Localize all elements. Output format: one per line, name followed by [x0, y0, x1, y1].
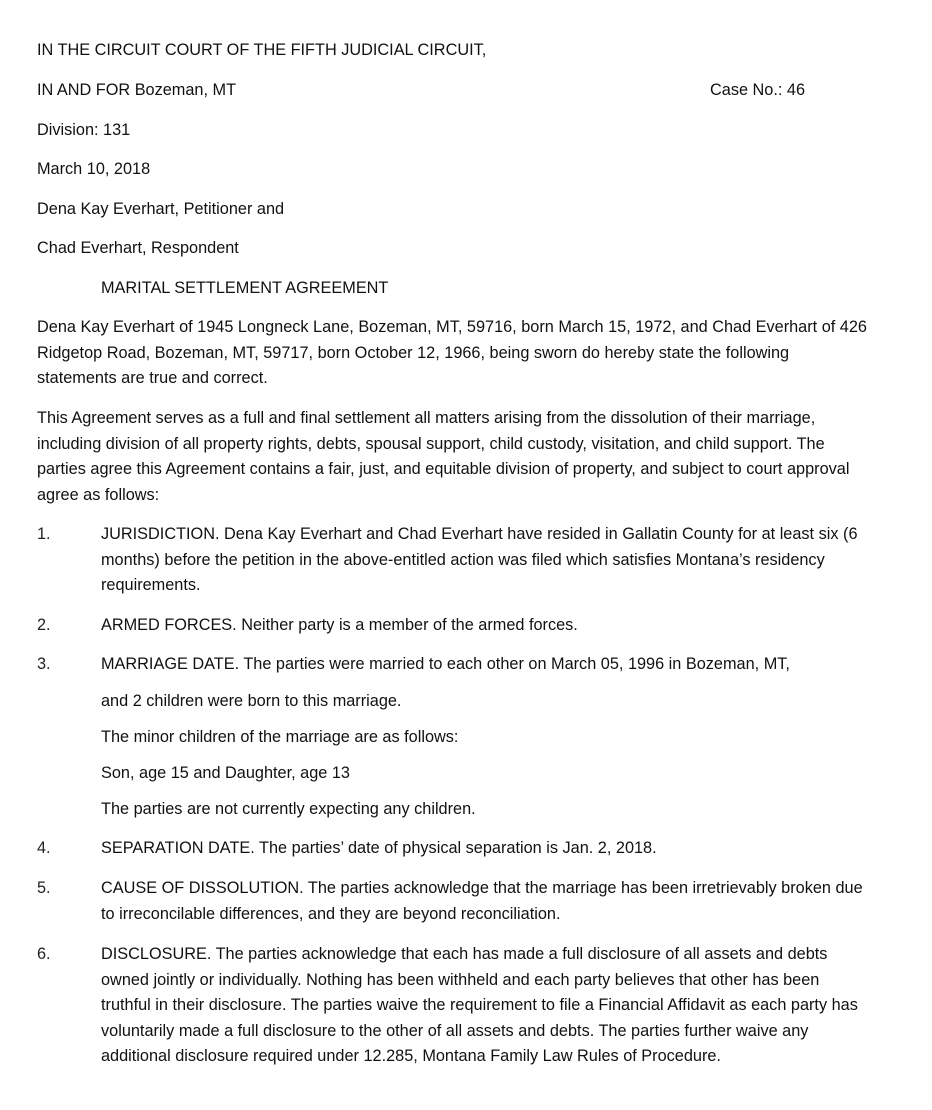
item-number: 4.: [37, 839, 51, 857]
document-title: MARITAL SETTLEMENT AGREEMENT: [101, 279, 389, 297]
petitioner: Dena Kay Everhart, Petitioner and: [37, 200, 285, 218]
item-expecting-children: The parties are not currently expecting any children.: [101, 800, 476, 818]
respondent: Chad Everhart, Respondent: [37, 239, 239, 257]
item-number: 1.: [37, 525, 51, 543]
item-number: 3.: [37, 655, 51, 673]
item-marriage-date: MARRIAGE DATE. The parties were married to each other on March 05, 1996 in Bozeman, MT,: [101, 655, 790, 673]
court-heading: IN THE CIRCUIT COURT OF THE FIFTH JUDICIAL CIRCUIT,: [37, 41, 487, 59]
item-cause-of-dissolution: CAUSE OF DISSOLUTION. The parties acknowledge that the marriage has been irretrievably broken due to irreconcilable differences, and they are beyond reconciliation.: [101, 879, 863, 923]
case-number: Case No.: 46: [710, 81, 806, 99]
court-location: IN AND FOR Bozeman, MT: [37, 81, 237, 99]
document-date: March 10, 2018: [37, 160, 151, 178]
division: Division: 131: [37, 121, 131, 139]
item-minor-children-heading: The minor children of the marriage are as follows:: [101, 728, 459, 746]
item-number: 5.: [37, 879, 51, 897]
item-number: 6.: [37, 945, 51, 963]
item-separation-date: SEPARATION DATE. The parties’ date of physical separation is Jan. 2, 2018.: [101, 839, 657, 857]
item-number: 2.: [37, 616, 51, 634]
item-minor-children-list: Son, age 15 and Daughter, age 13: [101, 764, 350, 782]
intro-paragraph: Dena Kay Everhart of 1945 Longneck Lane, Bozeman, MT, 59716, born March 15, 1972, and Chad Everhart of 426 Ridgetop Road, Bozeman, MT, 59717, born October 12, 1966, being sworn do hereby state the following statements are true and correct.: [37, 318, 867, 387]
agreement-paragraph: This Agreement serves as a full and final settlement all matters arising from the dissolution of their marriage, including division of all property rights, debts, spousal support, child custody, visitation, and child support. The parties agree this Agreement contains a fair, just, and equitable division of property, and subject to court approval agree as follows:: [37, 409, 850, 504]
item-armed-forces: ARMED FORCES. Neither party is a member of the armed forces.: [101, 616, 578, 634]
item-marriage-children-born: and 2 children were born to this marriage.: [101, 692, 402, 710]
item-disclosure: DISCLOSURE. The parties acknowledge that each has made a full disclosure of all assets and debts owned jointly or individually. Nothing has been withheld and each party believes that other has been truthful in their disclosure. The parties waive the requirement to file a Financial Affidavit as each party has voluntarily made a full disclosure to the other of all assets and debts. The parties further waive any additional disclosure required under 12.285, Montana Family Law Rules of Procedure.: [101, 945, 858, 1065]
item-jurisdiction: JURISDICTION. Dena Kay Everhart and Chad Everhart have resided in Gallatin County for at least six (6 months) before the petition in the above-entitled action was filed which satisfies Montana’s residency requirements.: [101, 525, 858, 594]
